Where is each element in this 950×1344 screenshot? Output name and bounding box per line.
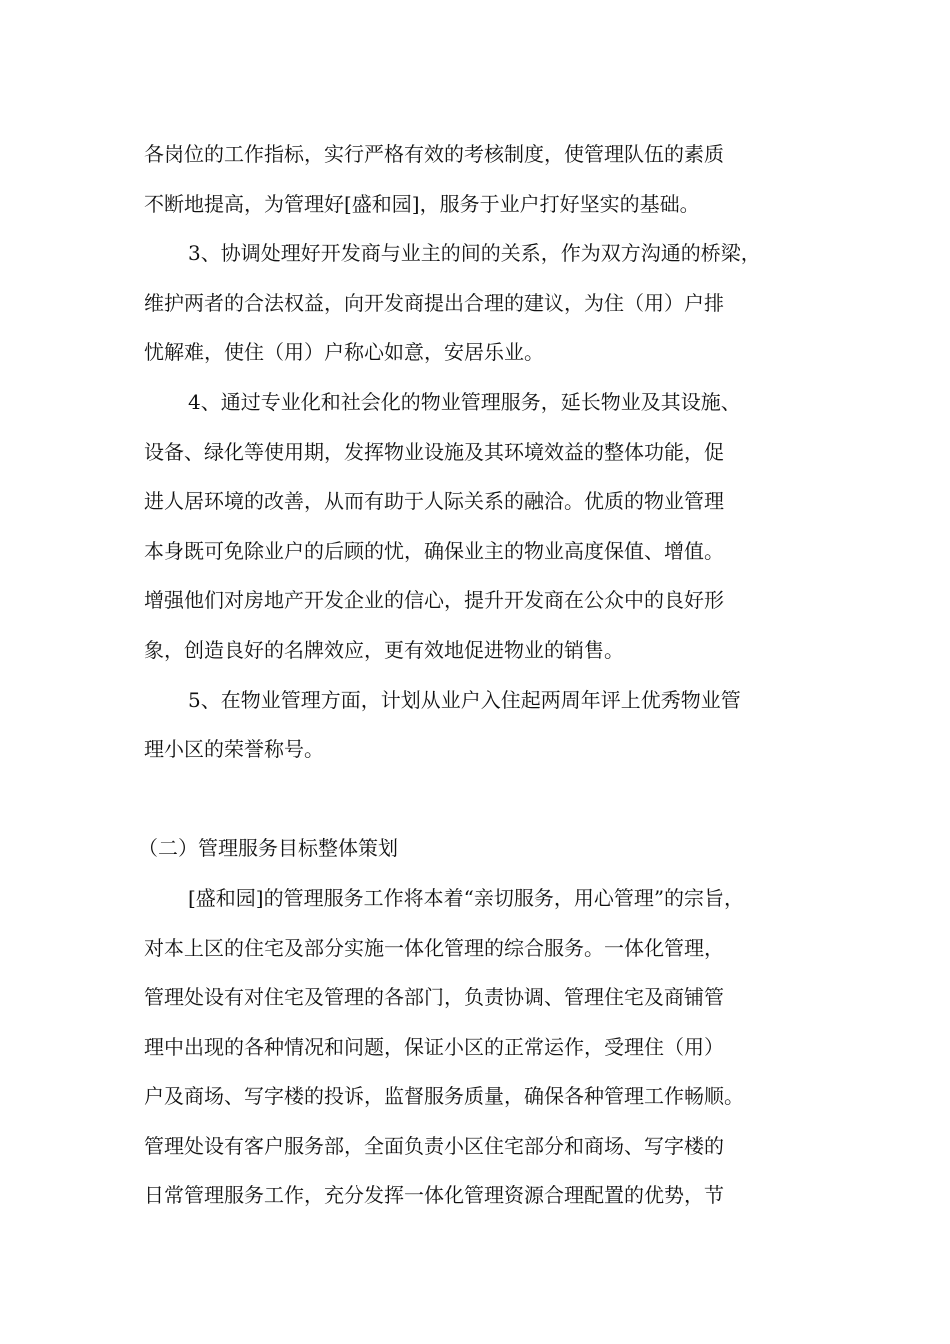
body-line: 各岗位的工作指标，实行严格有效的考核制度，使管理队伍的素质: [144, 142, 724, 166]
body-line: 对本上区的住宅及部分实施一体化管理的综合服务。一体化管理，: [144, 935, 724, 960]
body-line: 增强他们对房地产开发企业的信心，提升开发商在公众中的良好形: [144, 588, 724, 613]
body-line: 维护两者的合法权益，向开发商提出合理的建议，为住（用）户排: [144, 290, 724, 315]
body-line: 管理处设有对住宅及管理的各部门，负责协调、管理住宅及商铺管: [144, 985, 724, 1010]
paragraph-spacer: [144, 775, 834, 825]
body-line: 理小区的荣誉称号。: [144, 737, 324, 762]
body-line: 管理处设有客户服务部，全面负责小区住宅部分和商场、写字楼的: [144, 1133, 724, 1158]
body-line: 设备、绿化等使用期，发挥物业设施及其环境效益的整体功能，促: [144, 439, 724, 464]
body-line: 忧解难，使住（用）户称心如意，安居乐业。: [144, 340, 544, 365]
body-line: 理中出现的各种情况和问题，保证小区的正常运作，受理住（用）: [144, 1034, 724, 1059]
paragraph-item-4: 4、通过专业化和社会化的物业管理服务，延长物业及其设施、: [188, 389, 741, 414]
body-line: 不断地提高，为管理好[盛和园]，服务于业户打好坚实的基础。: [144, 191, 700, 216]
body-line: 本身既可免除业户的后顾的忧，确保业主的物业高度保值、增值。: [144, 538, 724, 563]
body-line: 日常管理服务工作，充分发挥一体化管理资源合理配置的优势，节: [144, 1183, 724, 1208]
paragraph-item-5: 5、在物业管理方面，计划从业户入住起两周年评上优秀物业管: [188, 687, 741, 712]
document-body: [138, 130, 834, 1221]
paragraph-start: [盛和园]的管理服务工作将本着“亲切服务，用心管理”的宗旨，: [188, 885, 745, 910]
paragraph-item-3: 3、协调处理好开发商与业主的间的关系，作为双方沟通的桥梁，: [188, 241, 761, 266]
section-heading: （二）管理服务目标整体策划: [138, 836, 398, 861]
body-line: 进人居环境的改善，从而有助于人际关系的融洽。优质的物业管理: [144, 489, 724, 514]
body-line: 户及商场、写字楼的投诉，监督服务质量，确保各种管理工作畅顺。: [144, 1084, 744, 1109]
body-line: 象，创造良好的名牌效应，更有效地促进物业的销售。: [144, 637, 624, 662]
